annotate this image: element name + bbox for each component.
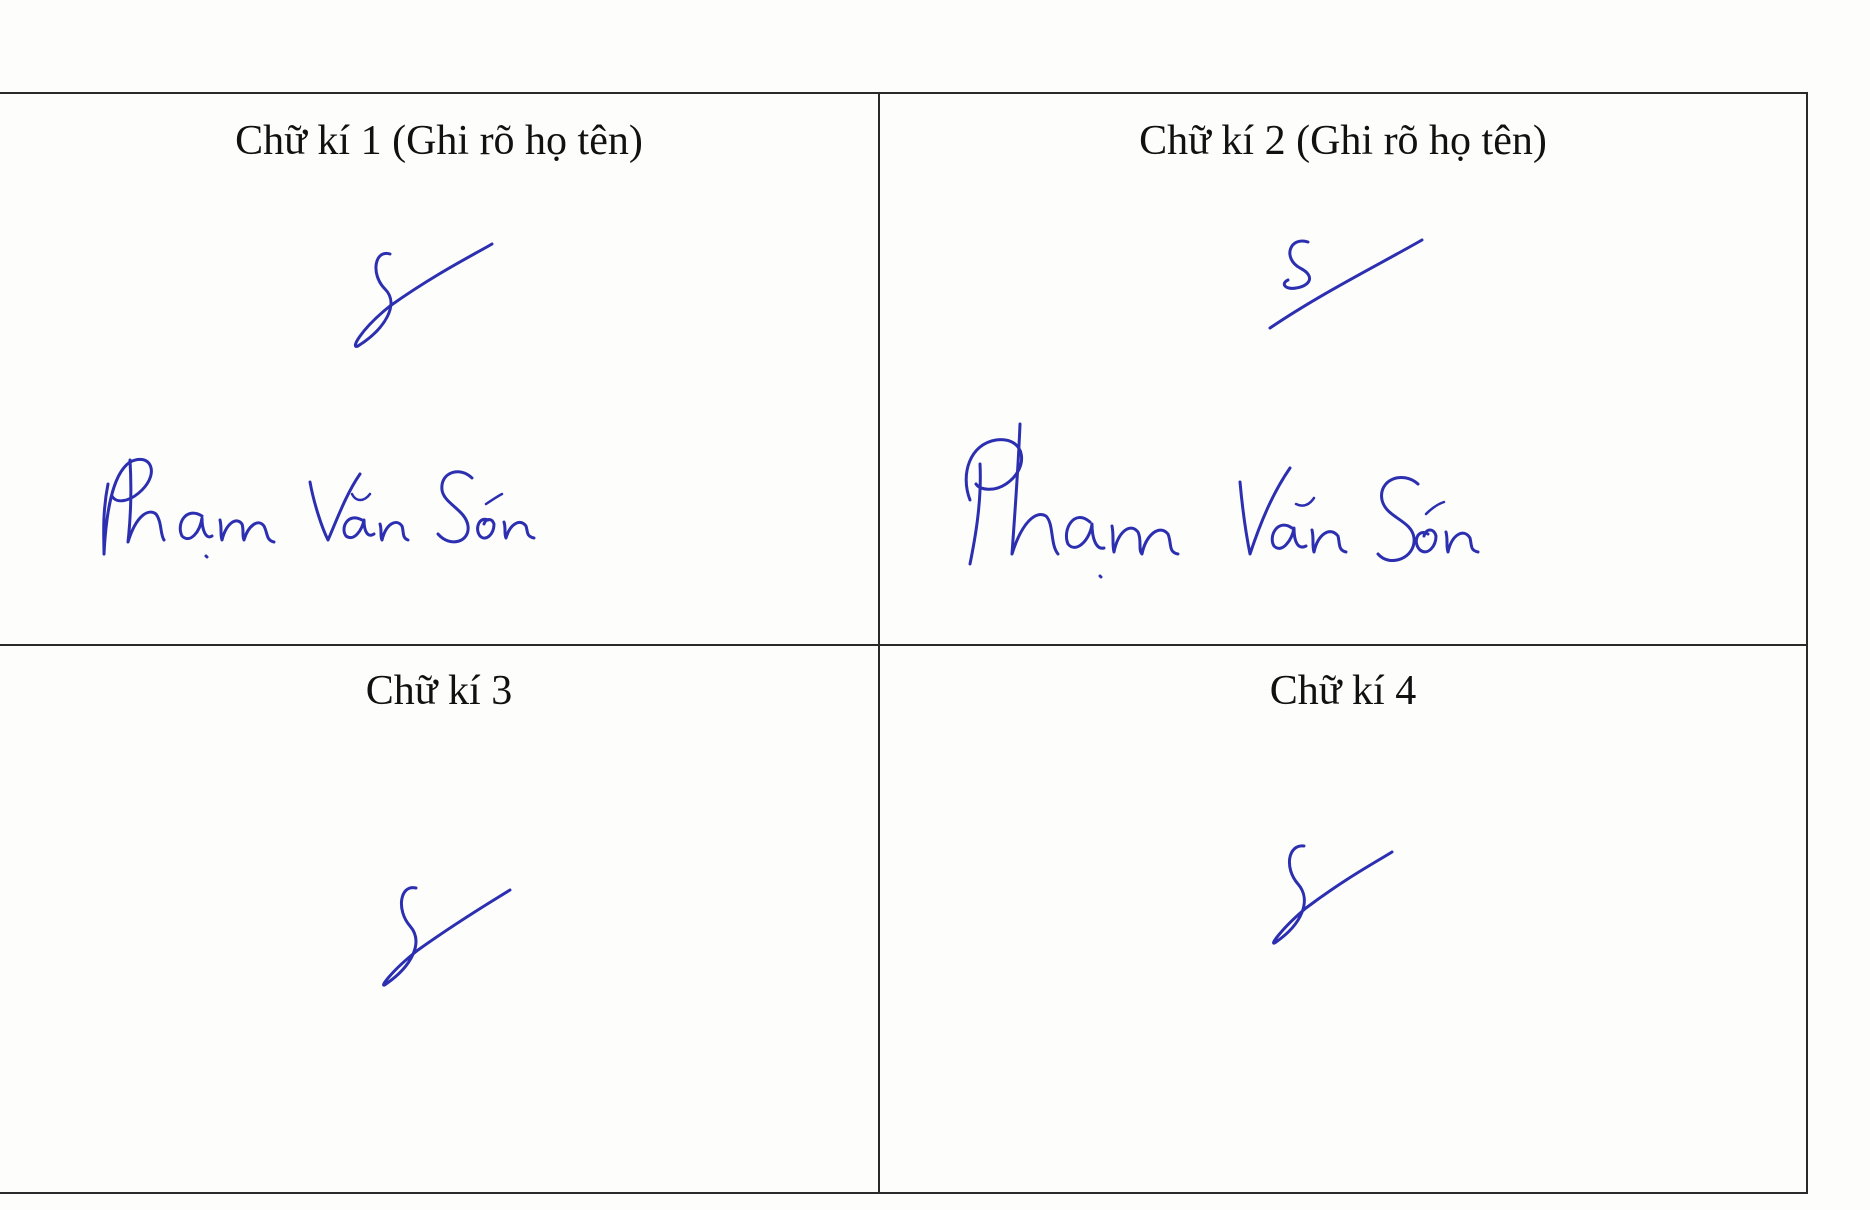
signature-cell-3 [0, 646, 880, 1192]
signature-cell-3-title: Chữ kí 3 [365, 668, 513, 714]
signature-table [0, 92, 1808, 1194]
handwritten-name-2 [950, 404, 1510, 584]
signature-cell-4-title: Chữ kí 4 [1269, 668, 1417, 714]
signature-cell-2 [880, 94, 1806, 646]
signature-cell-2-title: Chữ kí 2 (Ghi rõ họ tên) [1139, 118, 1547, 164]
signature-mark-1 [340, 234, 520, 354]
signature-cell-1 [0, 94, 880, 646]
signature-mark-3 [370, 874, 530, 994]
signature-cell-4 [880, 646, 1806, 1192]
handwritten-name-1 [90, 424, 570, 564]
signature-mark-4 [1260, 832, 1410, 952]
signature-cell-1-title: Chữ kí 1 (Ghi rõ họ tên) [235, 118, 643, 164]
signature-mark-2 [1240, 224, 1440, 334]
